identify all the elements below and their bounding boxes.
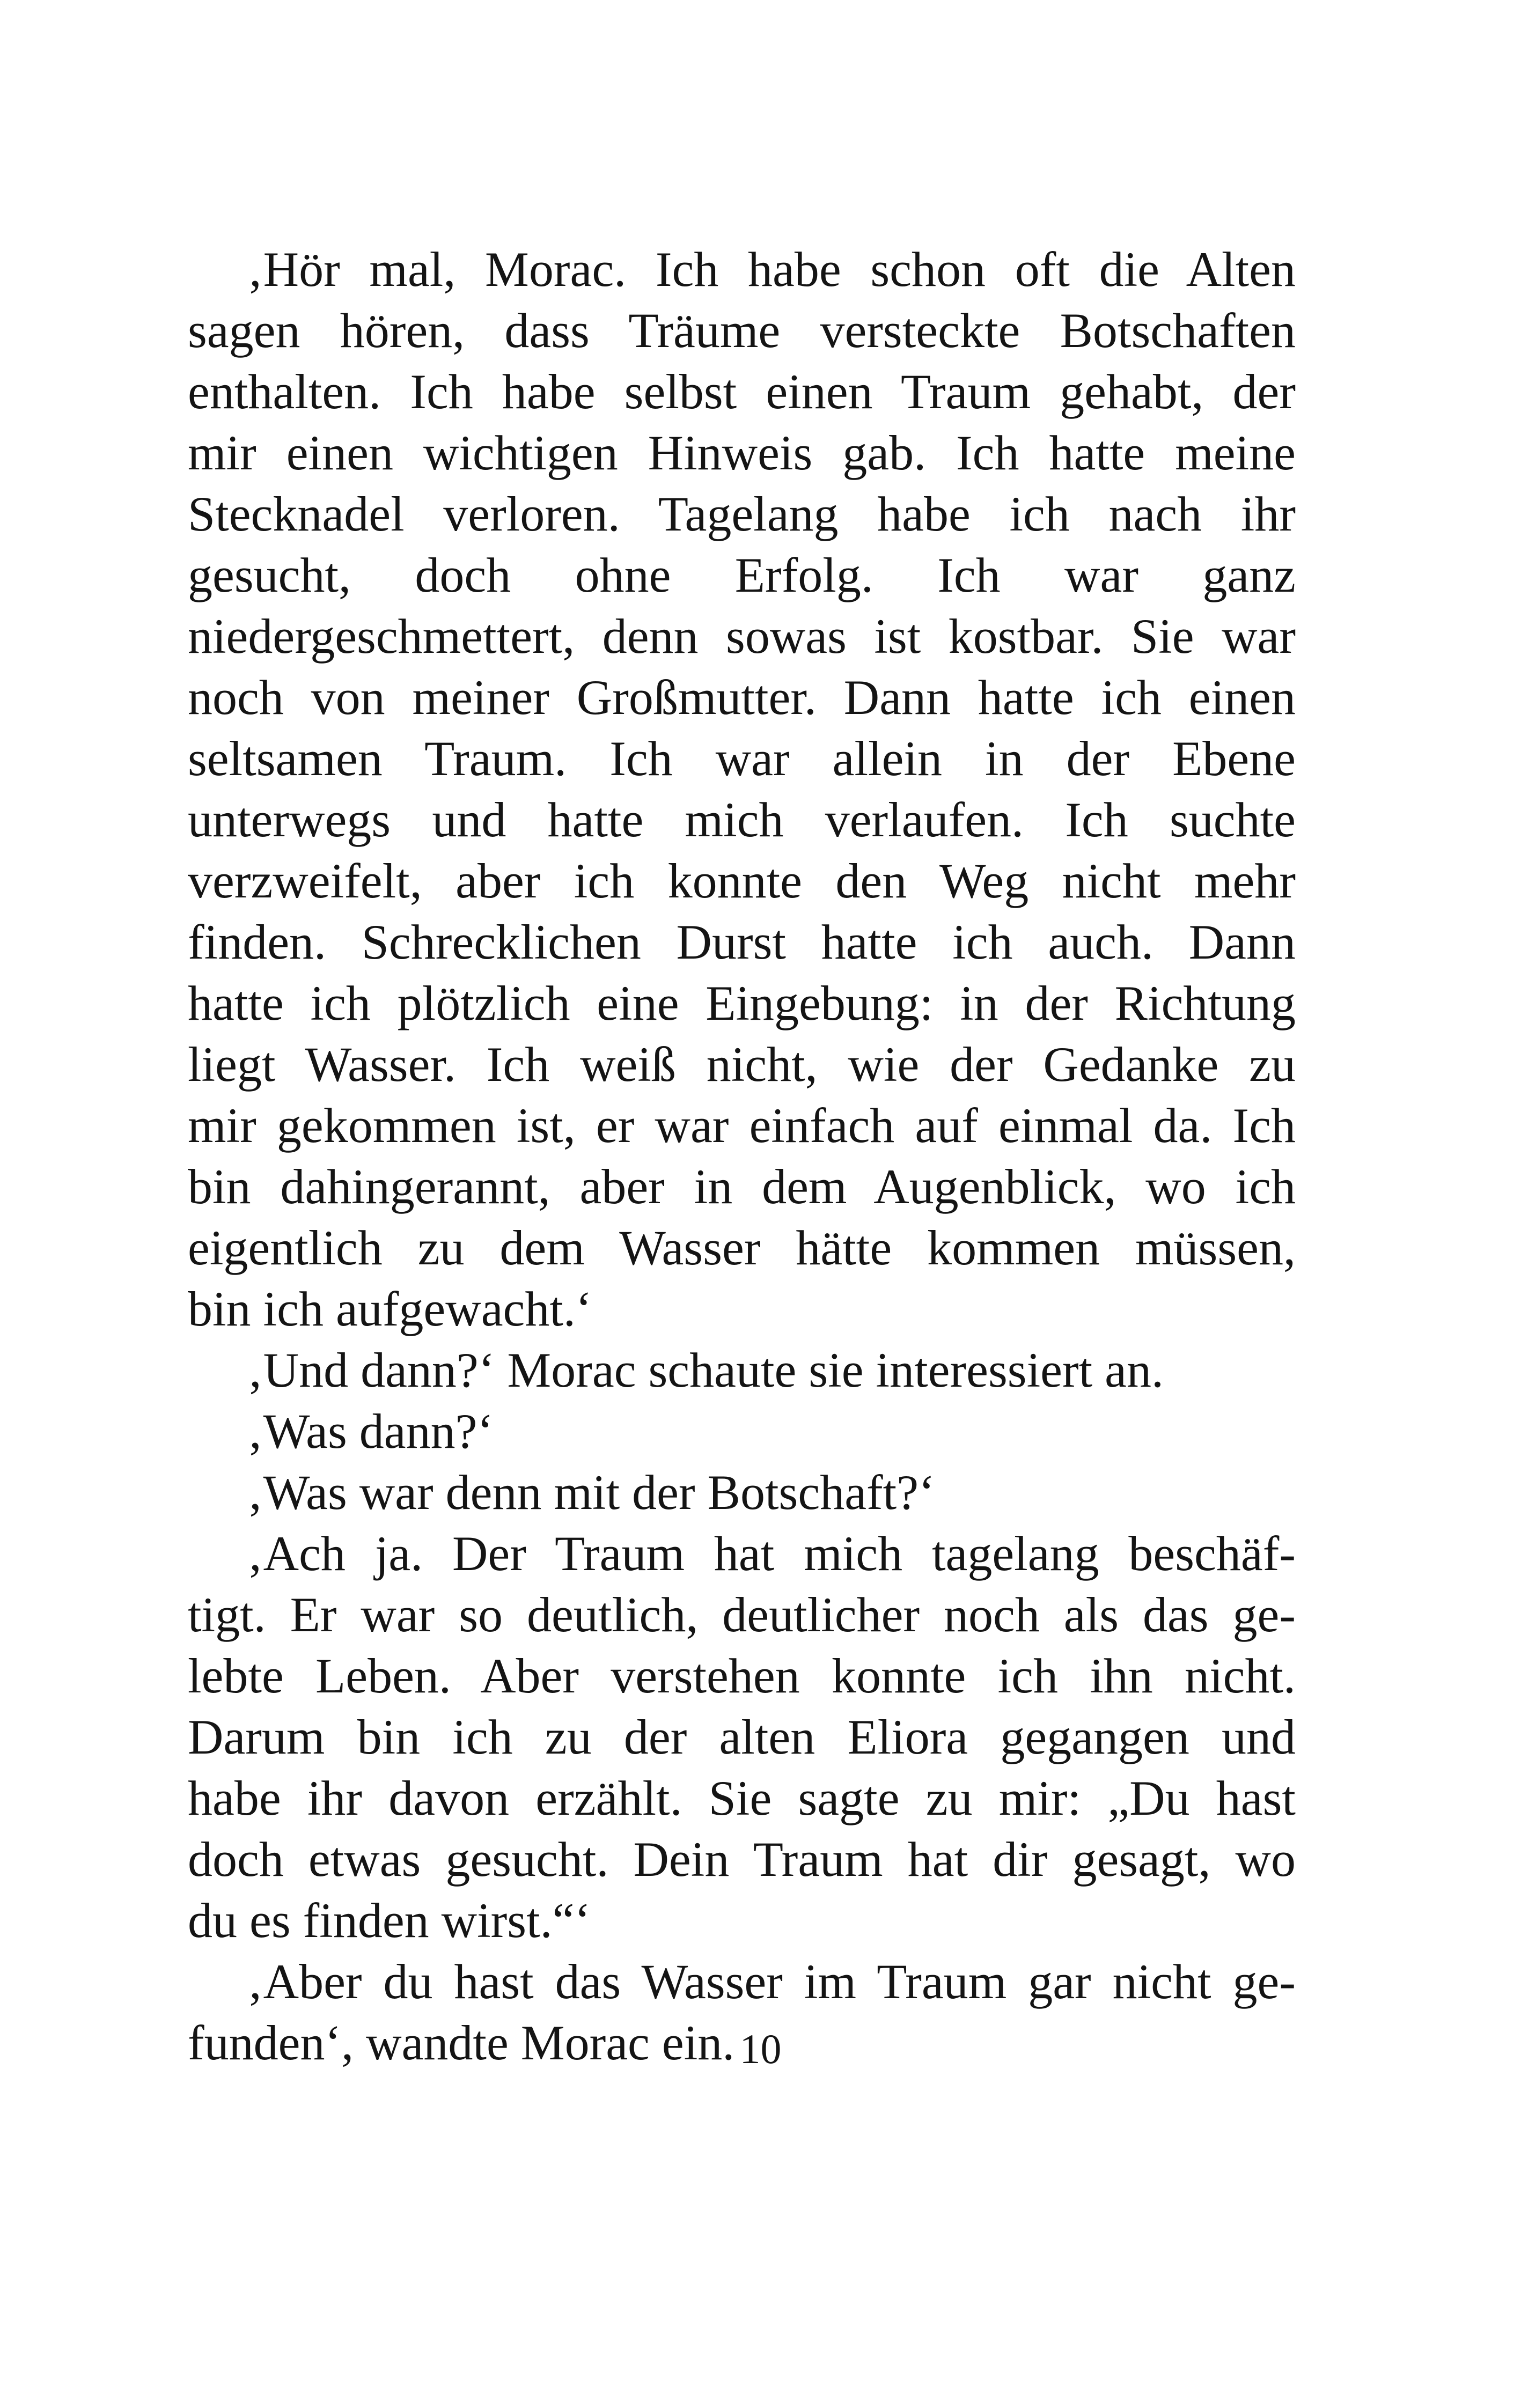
text-line: noch von meiner Großmutter. Dann hatte ich einen	[188, 670, 1296, 725]
text-line: seltsamen Traum. Ich war allein in der Ebene	[188, 731, 1296, 786]
text-line: ‚Hör mal, Morac. Ich habe schon oft die Alten	[247, 242, 1296, 297]
text-line: hatte ich plötzlich eine Eingebung: in der Richtung	[188, 976, 1296, 1030]
text-line: ‚Aber du hast das Wasser im Traum gar nicht ge-	[247, 1954, 1296, 2009]
text-line: ‚Was war denn mit der Botschaft?‘	[247, 1465, 935, 1520]
text-line: verzweifelt, aber ich konnte den Weg nicht mehr	[188, 853, 1296, 908]
text-line: ‚Ach ja. Der Traum hat mich tagelang beschäf-	[247, 1526, 1296, 1581]
page-number: 10	[739, 2026, 782, 2072]
text-line: eigentlich zu dem Wasser hätte kommen müssen,	[188, 1220, 1296, 1275]
text-line: Darum bin ich zu der alten Eliora gegangen und	[188, 1710, 1296, 1764]
text-line: unterwegs und hatte mich verlaufen. Ich suchte	[188, 792, 1296, 847]
text-line: tigt. Er war so deutlich, deutlicher noch als das ge-	[188, 1587, 1296, 1642]
text-line: niedergeschmettert, denn sowas ist kostbar. Sie war	[188, 609, 1296, 664]
text-line: lebte Leben. Aber verstehen konnte ich ihn nicht.	[188, 1648, 1296, 1703]
text-line: ‚Was dann?‘	[247, 1404, 494, 1459]
body-text	[188, 239, 1296, 2073]
text-line: mir einen wichtigen Hinweis gab. Ich hatte meine	[188, 425, 1296, 480]
text-line: liegt Wasser. Ich weiß nicht, wie der Gedanke zu	[188, 1037, 1296, 1092]
text-line: bin dahingerannt, aber in dem Augenblick, wo ich	[188, 1159, 1296, 1214]
text-line: bin ich aufgewacht.‘	[188, 1282, 592, 1336]
text-line: habe ihr davon erzählt. Sie sagte zu mir: „Du hast	[188, 1771, 1296, 1825]
text-line: finden. Schrecklichen Durst hatte ich auch. Dann	[188, 915, 1296, 969]
text-line: mir gekommen ist, er war einfach auf einmal da. Ich	[188, 1098, 1296, 1153]
text-line: doch etwas gesucht. Dein Traum hat dir gesagt, wo	[188, 1832, 1296, 1887]
text-line: Stecknadel verloren. Tagelang habe ich nach ihr	[188, 487, 1296, 541]
text-line: sagen hören, dass Träume versteckte Botschaften	[188, 303, 1296, 358]
text-line: du es finden wirst.“‘	[188, 1893, 591, 1948]
text-line: ‚Und dann?‘ Morac schaute sie interessiert an.	[247, 1343, 1164, 1397]
text-line: gesucht, doch ohne Erfolg. Ich war ganz	[188, 548, 1296, 602]
text-line: enthalten. Ich habe selbst einen Traum gehabt, der	[188, 364, 1296, 419]
text-line: funden‘, wandte Morac ein.	[188, 2015, 735, 2070]
